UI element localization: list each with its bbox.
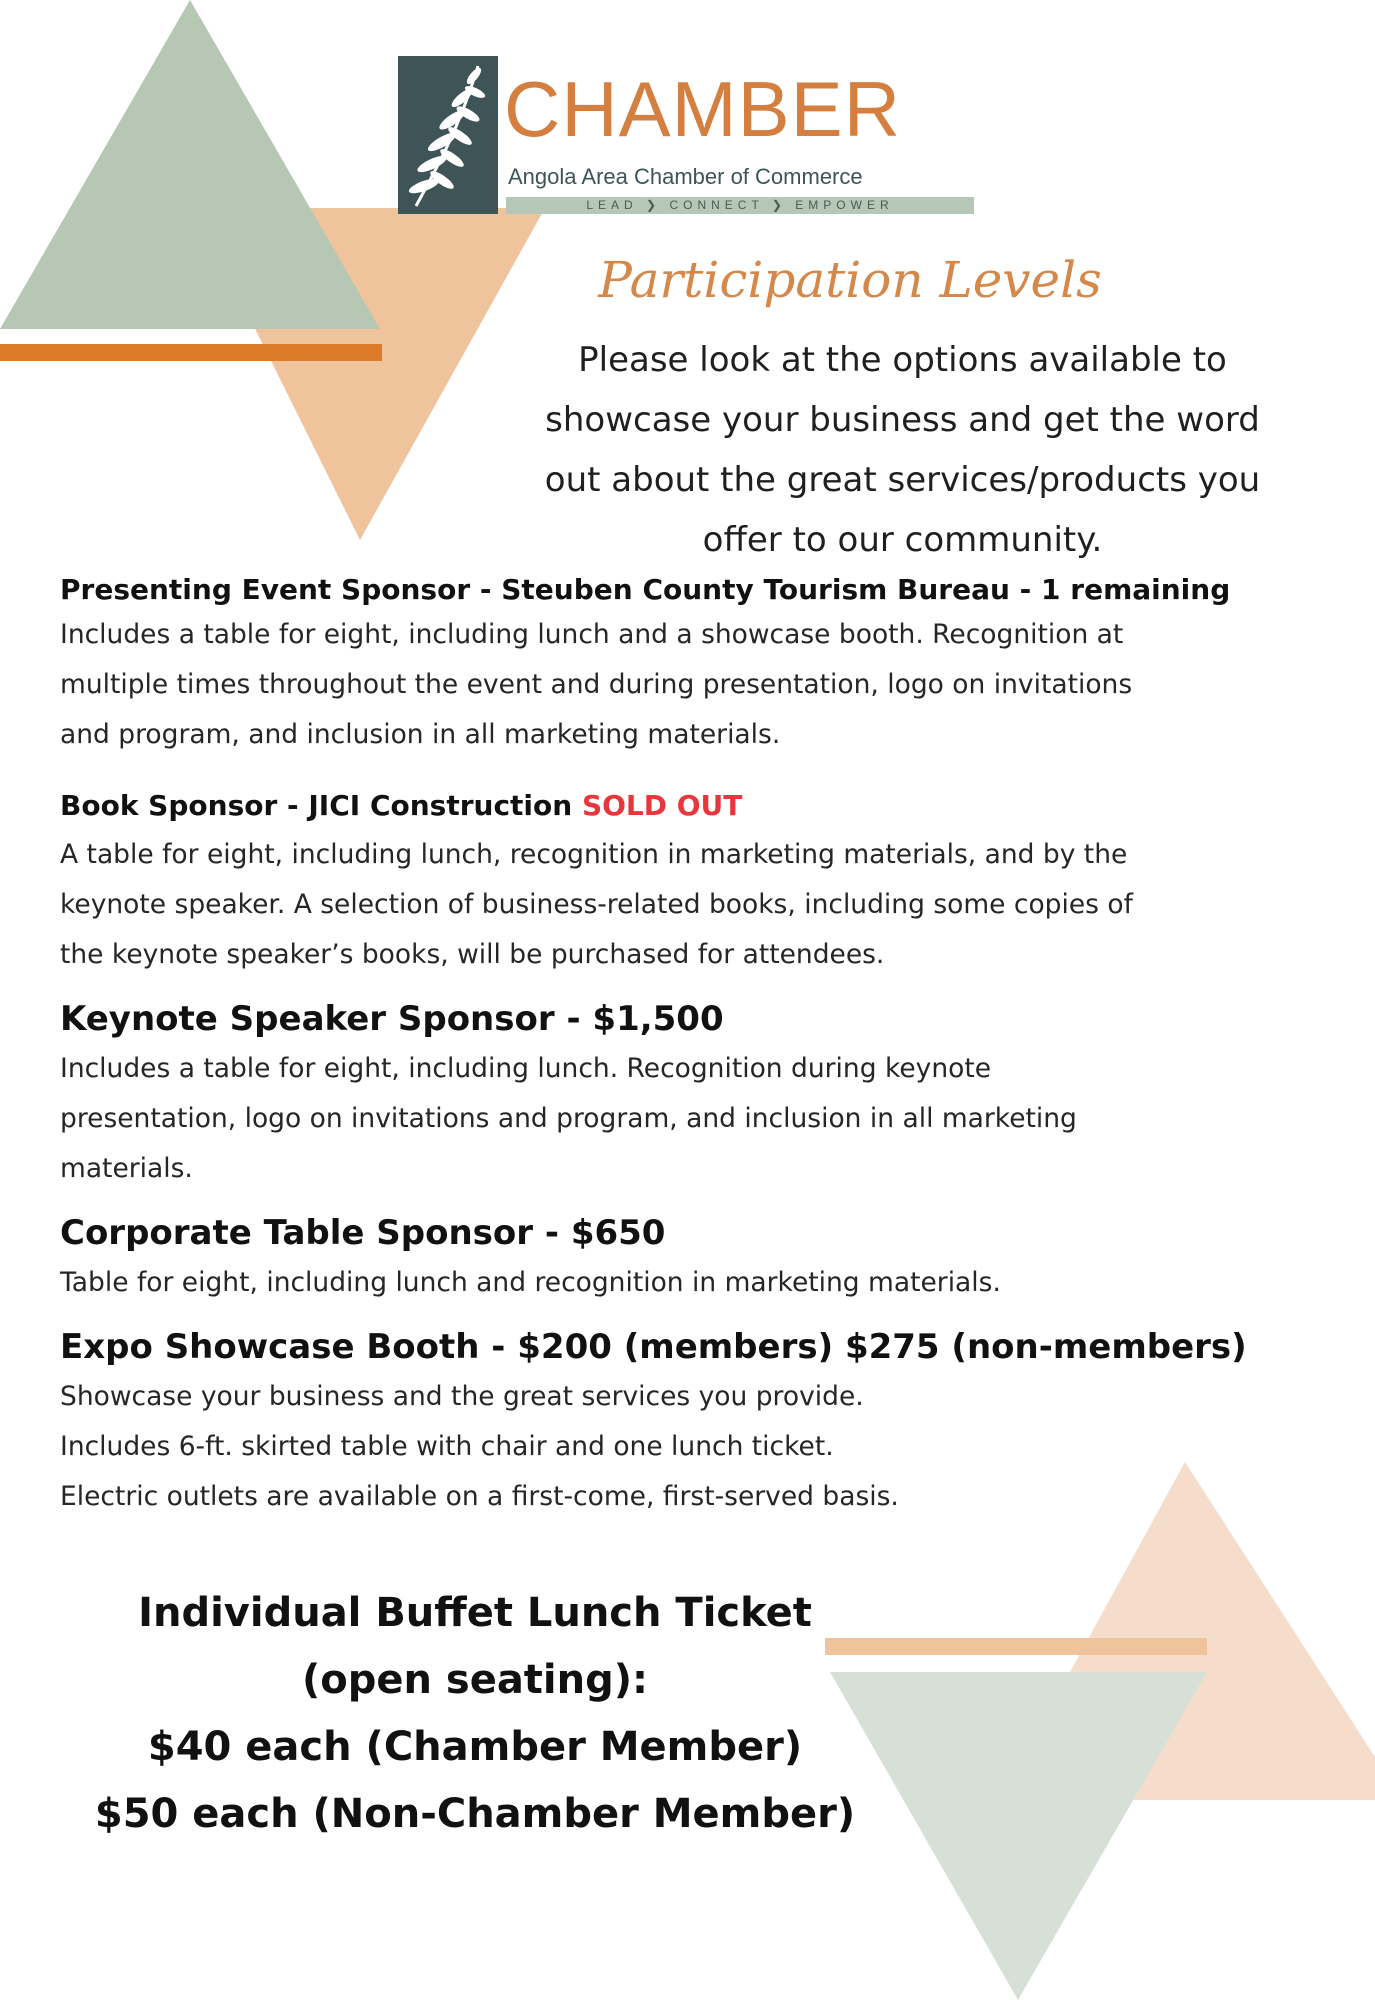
ticket-line: (open seating): [301,1657,649,1703]
intro-line: out about the great services/products you [544,460,1261,500]
participation-levels [60,570,1330,1522]
description-line: Electric outlets are available on a first-come, first-served basis. [60,1481,899,1512]
logo-wordmark: CHAMBER [504,65,902,153]
sage-triangle-top [0,0,380,329]
intro-line: showcase your business and get the word [545,400,1260,440]
logo-tagline: LEAD ❯ CONNECT ❯ EMPOWER [506,197,974,214]
level-heading-text: Book Sponsor - JICI Construction [60,789,582,822]
level-heading: Corporate Table Sponsor - $650 [60,1213,666,1253]
description-line: presentation, logo on invitations and program, and inclusion in all marketing [60,1103,1077,1134]
ticket-line: $40 each (Chamber Member) [147,1724,803,1770]
level-book-sponsor [60,782,1330,980]
chamber-logo [398,56,978,226]
description-line: Includes 6-ft. skirted table with chair and one lunch ticket. [60,1431,834,1462]
level-description [60,1372,1330,1522]
intro-line: offer to our community. [702,520,1103,560]
level-description [60,830,1330,980]
level-expo-booth [60,1322,1330,1522]
level-heading: Expo Showcase Booth - $200 (members) $275 (non-members) [60,1327,1247,1367]
level-heading [60,782,1330,830]
description-line: multiple times throughout the event and during presentation, logo on invitations [60,669,1133,700]
lunch-ticket-info [60,1580,890,1848]
description-line: Includes a table for eight, including lunch and a showcase booth. Recognition at [60,619,1124,650]
description-line: Table for eight, including lunch and recognition in marketing materials. [60,1267,1001,1298]
description-line: materials. [60,1153,193,1184]
level-presenting-sponsor [60,570,1330,760]
description-line: Showcase your business and the great services you provide. [60,1381,864,1412]
ticket-line: Individual Buffet Lunch Ticket [138,1590,812,1636]
ticket-line: $50 each (Non-Chamber Member) [94,1791,856,1837]
level-description [60,610,1330,760]
description-line: Includes a table for eight, including lunch. Recognition during keynote [60,1053,992,1084]
intro-line: Please look at the options available to [578,340,1227,380]
page-title: Participation Levels [598,251,1102,309]
level-keynote-sponsor [60,994,1330,1194]
description-line: the keynote speaker’s books, will be purchased for attendees. [60,939,885,970]
level-description [60,1044,1330,1194]
intro-text [500,330,1305,570]
fern-leaf-icon [398,56,498,214]
logo-subtitle: Angola Area Chamber of Commerce [508,164,863,189]
level-description [60,1258,1330,1308]
level-corporate-table-sponsor [60,1208,1330,1308]
level-heading: Presenting Event Sponsor - Steuben County Tourism Bureau - 1 remaining [60,573,1231,606]
description-line: A table for eight, including lunch, recognition in marketing materials, and by the [60,839,1128,870]
description-line: keynote speaker. A selection of business-related books, including some copies of [60,889,1133,920]
orange-bar-top [0,344,382,361]
description-line: and program, and inclusion in all marketing materials. [60,719,781,750]
sold-out-badge: SOLD OUT [581,789,743,822]
level-heading: Keynote Speaker Sponsor - $1,500 [60,999,724,1039]
